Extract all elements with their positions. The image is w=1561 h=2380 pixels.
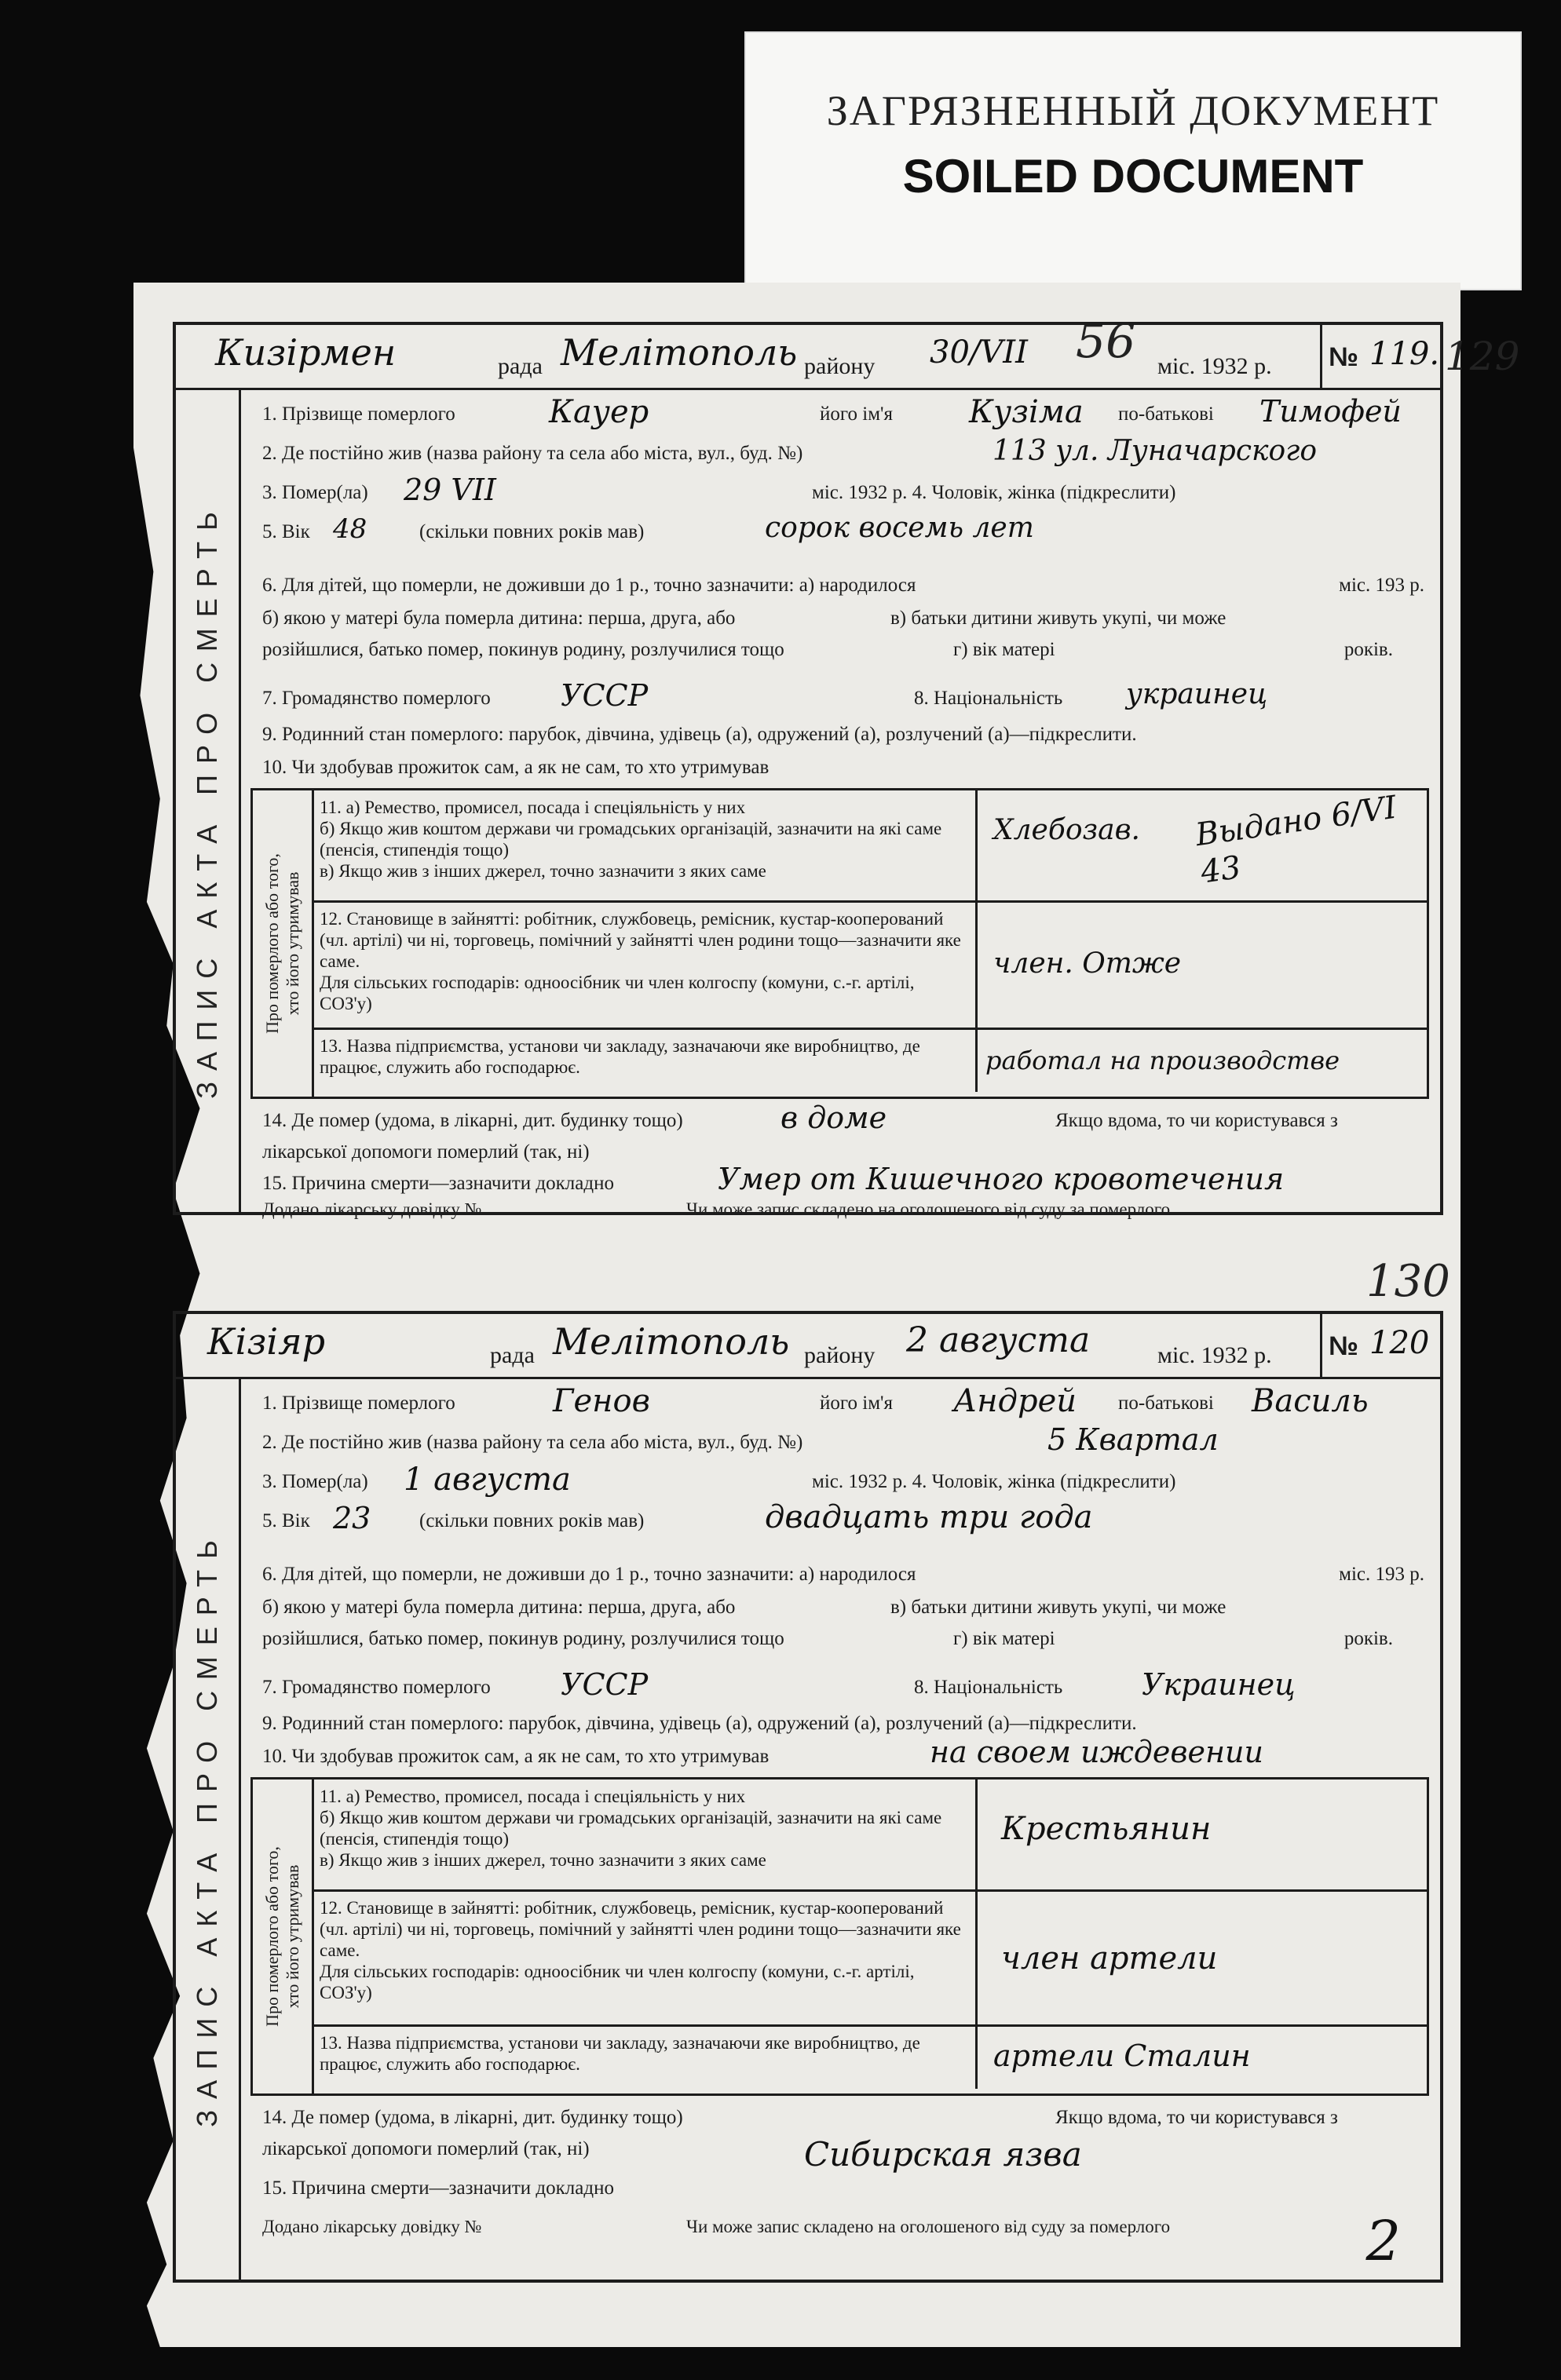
name-value: Кузіма	[969, 394, 1084, 430]
home-medical-label: Якщо вдома, то чи користувався з	[1055, 2107, 1338, 2128]
marital-status-label: 9. Родинний стан померлого: парубок, дівчина, удівець (а), одружений (а), розлучений (а)—підкреслити.	[262, 1713, 1137, 1734]
age-value: 48	[333, 513, 367, 545]
citizenship-value: УССР	[561, 678, 649, 713]
row-14	[262, 1101, 1424, 1135]
form-header	[176, 1314, 1322, 1379]
age-words: двадцать три года	[765, 1499, 1093, 1535]
parents-label: в) батьки дитини живуть укупі, чи може	[890, 1597, 1226, 1618]
citizenship-value: УССР	[561, 1667, 649, 1702]
residence-label: 2. Де постійно жив (назва району та села або міста, вул., буд. №)	[262, 1432, 803, 1453]
answers-column	[975, 1780, 1427, 2089]
livelihood-label: 10. Чи здобував прожиток сам, а як не сам, то хто утримував	[262, 1746, 770, 1767]
years-label: років.	[1343, 639, 1393, 660]
livelihood-label: 10. Чи здобував прожиток сам, а як не сам, то хто утримував	[262, 757, 770, 778]
row-5	[262, 512, 1424, 545]
place-of-death-label: 14. Де помер (удома, в лікарні, дит. будинку тощо)	[262, 1110, 683, 1131]
item-13-value: работал на производстве	[985, 1046, 1340, 1075]
number-sign: №	[1329, 1331, 1358, 1361]
years-label: років.	[1343, 1628, 1393, 1649]
occupation-side-column	[253, 1780, 314, 2093]
record-number-box	[1320, 1314, 1440, 1379]
row-14b	[262, 2135, 1424, 2174]
name-label: його ім'я	[820, 1393, 894, 1414]
soiled-document-label	[744, 31, 1522, 290]
item-11-text: 11. а) Ремество, промисел, посада і спеціяльність у них б) Якщо жив коштом держави чи громадських організацій, зазначити на які саме (пенсія, стипендія тощо) в) Якщо жив з інших джерел, точно зазначити з яких саме	[320, 1787, 942, 1870]
nationality-label: 8. Національність	[914, 1677, 1063, 1698]
item-12-text: 12. Становище в зайнятті: робітник, службовець, ремісник, кустар-кооперований (чл. артілі) чи ні, торговець, помічний у зайнятті член родини тощо—зазначити яке саме. Для сільських господарів: одноосібник чи член колгоспу (комуни, с.-г. артілі, СОЗ'у)	[320, 909, 961, 1013]
margin-note: 2	[1365, 2209, 1401, 2273]
date-value: 30/VII	[930, 334, 1028, 371]
died-label: 3. Помер(ла)	[262, 482, 368, 503]
row-6a	[262, 1564, 1424, 1586]
district-label: району	[804, 1342, 876, 1368]
patronymic-value: Тимофей	[1259, 394, 1402, 429]
label-ru: ЗАГРЯЗНЕННЫЙ ДОКУМЕНТ	[826, 87, 1440, 134]
place-of-death-label: 14. Де помер (удома, в лікарні, дит. будинку тощо)	[262, 2107, 683, 2128]
row-7	[262, 1667, 1424, 1702]
court-label: Чи може запис складено на оголошеного від суду за померлого	[686, 2217, 1171, 2236]
row-6b	[262, 608, 1424, 630]
death-record-form-1	[173, 322, 1443, 1219]
row-7	[262, 678, 1424, 713]
council-value: Кізіяр	[207, 1320, 326, 1363]
residence-value: 5 Квартал	[1047, 1422, 1219, 1457]
parents-separated-label: розійшлися, батько помер, покинув родину, розлучилися тощо	[262, 1628, 784, 1649]
surname-label: 1. Прізвище померлого	[262, 1393, 455, 1414]
row-5	[262, 1499, 1424, 1535]
certificate-label: Додано лікарську довідку №	[262, 1199, 482, 1219]
place-of-death-value: в доме	[780, 1101, 887, 1135]
cause-label: 15. Причина смерти—зазначити докладно	[262, 2177, 614, 2199]
month-label: міс. 1932 р.	[1157, 353, 1272, 379]
number-sign: №	[1329, 342, 1358, 372]
row-9	[262, 724, 1424, 746]
nationality-value: украинец	[1126, 678, 1268, 710]
date-value: 2 августа	[906, 1320, 1091, 1360]
row-6a	[262, 575, 1424, 597]
court-label: Чи може запис складено на оголошеного від суду за померлого	[686, 1199, 1171, 1219]
item-13-text: 13. Назва підприємства, установи чи закладу, зазначаючи яке виробництво, де працює, служить або господарює.	[320, 2033, 920, 2074]
died-value: 1 августа	[404, 1462, 571, 1498]
row-10	[262, 757, 1424, 779]
age-label: 5. Вік	[262, 1510, 310, 1531]
child-born-tail: міс. 193 р.	[1339, 575, 1424, 596]
patronymic-label: по-батькові	[1118, 1393, 1214, 1414]
citizenship-label: 7. Громадянство померлого	[262, 1677, 491, 1698]
row-3	[262, 1462, 1424, 1498]
record-number-box	[1320, 325, 1440, 390]
district-value: Мелітополь	[561, 331, 798, 374]
certificate-label: Додано лікарську довідку №	[262, 2217, 482, 2236]
council-value: Кизірмен	[215, 331, 397, 374]
age-words: сорок восемь лет	[765, 512, 1034, 544]
occupation-side-column	[253, 790, 314, 1097]
occupation-table	[250, 1777, 1429, 2096]
death-record-form-2	[173, 1311, 1443, 2283]
answers-column	[975, 790, 1427, 1092]
surname-value: Генов	[553, 1383, 650, 1419]
form-header	[176, 325, 1322, 390]
item-11-value: Хлебозав.	[993, 814, 1140, 846]
gender-label: міс. 1932 р. 4. Чоловік, жінка (підкреслити)	[812, 1471, 1176, 1492]
row-15	[262, 2177, 1424, 2199]
month-label: міс. 1932 р.	[1157, 1342, 1272, 1368]
label-en: SOILED DOCUMENT	[902, 150, 1364, 203]
row-15	[262, 1162, 1424, 1196]
page-mid-annotation: 130	[1366, 1256, 1450, 1307]
council-label: рада	[490, 1342, 535, 1368]
item-12-value: член. Отже	[993, 947, 1182, 980]
patronymic-label: по-батькові	[1118, 403, 1214, 425]
item-13-value: артели Сталин	[993, 2039, 1251, 2073]
row-9	[262, 1713, 1424, 1735]
home-medical-label: Якщо вдома, то чи користувався з	[1055, 1110, 1338, 1131]
cause-label: 15. Причина смерти—зазначити докладно	[262, 1173, 614, 1194]
occupation-side-label: Про померлого або того, хто його утримував	[261, 853, 302, 1034]
age-value: 23	[333, 1501, 371, 1535]
nationality-value: Украинец	[1142, 1667, 1296, 1702]
child-order-label: б) якою у матері була померла дитина: перша, друга, або	[262, 1597, 736, 1618]
cause-value: Умер от Кишечного кровотечения	[718, 1162, 1285, 1196]
record-number: 119.	[1369, 336, 1440, 372]
row-14b	[262, 1141, 1424, 1163]
district-value: Мелітополь	[553, 1320, 790, 1363]
died-label: 3. Помер(ла)	[262, 1471, 368, 1492]
item-11-text: 11. а) Ремество, промисел, посада і спеціяльність у них б) Якщо жив коштом держави чи громадських організацій, зазначити на які саме (пенсія, стипендія тощо) в) Якщо жив з інших джерел, точно зазначити з яких саме	[320, 798, 942, 881]
livelihood-value: на своем иждевении	[930, 1735, 1263, 1769]
row-1	[262, 394, 1424, 430]
row-6c	[262, 1628, 1424, 1650]
row-1	[262, 1383, 1424, 1419]
row-3	[262, 473, 1424, 507]
name-label: його ім'я	[820, 403, 894, 425]
row-6b	[262, 1597, 1424, 1619]
cause-value: Сибирская язва	[804, 2135, 1082, 2174]
mother-age-label: г) вік матері	[953, 639, 1055, 660]
occupation-table	[250, 788, 1429, 1099]
occupation-side-label: Про померлого або того, хто його утримував	[261, 1846, 302, 2027]
residence-value: 113 ул. Луначарского	[993, 435, 1318, 467]
margin-note: Выдано 6/VI 43	[1193, 789, 1399, 891]
row-2	[262, 435, 1424, 467]
item-12-text: 12. Становище в зайнятті: робітник, службовець, ремісник, кустар-кооперований (чл. артілі) чи ні, торговець, помічний у зайнятті член родини тощо—зазначити яке саме. Для сільських господарів: одноосібник чи член колгоспу (комуни, с.-г. артілі, СОЗ'у)	[320, 1898, 961, 2002]
child-born-tail: міс. 193 р.	[1339, 1564, 1424, 1585]
page-right-annotation: 129	[1445, 334, 1520, 379]
nationality-label: 8. Національність	[914, 688, 1063, 709]
patronymic-value: Василь	[1252, 1383, 1369, 1419]
surname-label: 1. Прізвище померлого	[262, 403, 455, 425]
item-13-text: 13. Назва підприємства, установи чи закладу, зазначаючи яке виробництво, де працює, служить або господарює.	[320, 1036, 920, 1077]
name-value: Андрей	[953, 1383, 1077, 1419]
row-2	[262, 1422, 1424, 1457]
item-11-value: Крестьянин	[1001, 1811, 1212, 1847]
parents-label: в) батьки дитини живуть укупі, чи може	[890, 608, 1226, 629]
child-born-label: 6. Для дітей, що померли, не доживши до 1 р., точно зазначити: а) народилося	[262, 1564, 916, 1585]
row-10	[262, 1735, 1424, 1769]
side-title: ЗАПИС АКТА ПРО СМЕРТЬ	[191, 501, 223, 1099]
district-label: району	[804, 353, 876, 379]
died-value: 29 VII	[404, 473, 496, 507]
citizenship-label: 7. Громадянство померлого	[262, 688, 491, 709]
surname-value: Кауер	[549, 394, 649, 430]
side-title-column	[176, 388, 241, 1212]
parents-separated-label: розійшлися, батько помер, покинув родину, розлучилися тощо	[262, 639, 784, 660]
row-6c	[262, 639, 1424, 661]
child-order-label: б) якою у матері була померла дитина: перша, друга, або	[262, 608, 736, 629]
page-number-annotation: 56	[1076, 314, 1136, 369]
council-label: рада	[498, 353, 543, 379]
row-14	[262, 2107, 1424, 2129]
medical-help-label: лікарської допомоги померлий (так, ні)	[262, 2138, 590, 2159]
marital-status-label: 9. Родинний стан померлого: парубок, дівчина, удівець (а), одружений (а), розлучений (а)—підкреслити.	[262, 724, 1137, 745]
record-number: 120	[1369, 1325, 1430, 1361]
residence-label: 2. Де постійно жив (назва району та села або міста, вул., буд. №)	[262, 443, 803, 464]
age-label: 5. Вік	[262, 521, 310, 542]
row-16	[262, 2209, 1424, 2273]
gender-label: міс. 1932 р. 4. Чоловік, жінка (підкреслити)	[812, 482, 1176, 503]
child-born-label: 6. Для дітей, що померли, не доживши до 1 р., точно зазначити: а) народилося	[262, 575, 916, 596]
age-hint: (скільки повних років мав)	[419, 1510, 645, 1531]
medical-help-label: лікарської допомоги померлий (так, ні)	[262, 1141, 590, 1163]
side-title-column	[176, 1377, 241, 2280]
age-hint: (скільки повних років мав)	[419, 521, 645, 542]
mother-age-label: г) вік матері	[953, 1628, 1055, 1649]
side-title: ЗАПИС АКТА ПРО СМЕРТЬ	[191, 1529, 223, 2127]
item-12-value: член артели	[1001, 1940, 1218, 1977]
